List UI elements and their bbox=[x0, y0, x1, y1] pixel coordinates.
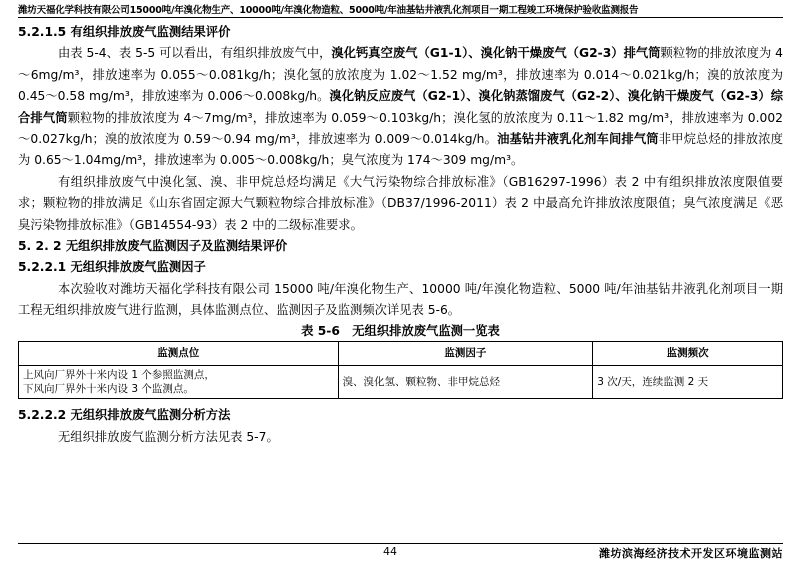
header-rule bbox=[18, 17, 783, 18]
paragraph-segment: 非甲烷总烃的排放浓度为 0.65～1.04mg/m³，排放速率为 0.005～0.008kg/h；臭气浓度为 174～309 mg/m³。 bbox=[18, 132, 783, 168]
point-line-2: 下风向厂界外十米内设 3 个监测点。 bbox=[23, 383, 194, 396]
heading-5-2-2-2: 5.2.2.2 无组织排放废气监测分析方法 bbox=[18, 408, 231, 423]
paragraph-segment: 颗粒物的排放浓度为 4～6mg/m³，排放速率为 0.055～0.081kg/h；溴化氢的放浓度为 1.02～1.52 mg/m³，排放速率为 0.014～0.021kg/h；溴的放浓度为 0.45～0.58 mg/m³，排放速率为 0.006～0.008kg/h。 bbox=[18, 46, 783, 104]
cell-monitoring-point bbox=[19, 366, 339, 399]
paragraph-organized-results bbox=[18, 43, 783, 171]
paragraph-analysis-method: 无组织排放废气监测分析方法见表 5-7。 bbox=[58, 429, 279, 444]
emphasized-source-name: 油基钻井液乳化剂车间排气筒 bbox=[497, 132, 659, 147]
cell-monitoring-frequency: 3 次/天，连续监测 2 天 bbox=[593, 366, 783, 399]
cell-monitoring-factor: 溴、溴化氢、颗粒物、非甲烷总烃 bbox=[338, 366, 593, 399]
paragraph-segment: 颗粒物的排放浓度为 4～7mg/m³，排放速率为 0.059～0.103kg/h；溴化氢的放浓度为 0.11～1.82 mg/m³，排放速率为 0.002～0.027kg/h；溴的放浓度为 0.59～0.94 mg/m³，排放速率为 0.009～0.014kg/h。 bbox=[18, 110, 783, 147]
col-header-factor: 监测因子 bbox=[338, 341, 593, 365]
table-caption: 表 5-6 无组织排放废气监测一览表 bbox=[301, 323, 500, 338]
point-line-1: 上风向厂界外十米内设 1 个参照监测点， bbox=[23, 369, 215, 382]
col-header-frequency: 监测频次 bbox=[593, 341, 783, 365]
emphasized-source-name: 溴化钠反应废气（G2-1）、溴化钠蒸馏废气（G2-2）、溴化钠干燥废气（G2-3）综合排气筒 bbox=[18, 89, 783, 125]
footer-rule bbox=[18, 543, 783, 544]
document-body bbox=[18, 22, 783, 448]
page-number: 44 bbox=[383, 545, 397, 558]
table-row bbox=[19, 366, 783, 399]
monitoring-table bbox=[18, 341, 783, 399]
paragraph-fugitive-monitoring: 本次验收对潍坊天福化学科技有限公司 15000 吨/年溴化物生产、10000 吨/年溴化物造粒、5000 吨/年油基钻井液乳化剂项目一期工程无组织排放废气进行监测，具体监测点位、监测因子及监测频次详见表 5-6。 bbox=[18, 281, 783, 318]
heading-5-2-2: 5. 2. 2 无组织排放废气监测因子及监测结果评价 bbox=[18, 239, 288, 254]
footer-organization: 潍坊滨海经济技术开发区环境监测站 bbox=[599, 547, 783, 560]
page-header: 潍坊天福化学科技有限公司15000吨/年溴化物生产、10000吨/年溴化物造粒、5000吨/年油基钻井液乳化剂项目一期工程竣工环境保护验收监测报告 bbox=[18, 5, 639, 16]
col-header-point: 监测点位 bbox=[19, 341, 339, 365]
heading-5-2-2-1: 5.2.2.1 无组织排放废气监测因子 bbox=[18, 260, 206, 275]
paragraph-organized-standards: 有组织排放废气中溴化氢、溴、非甲烷总烃均满足《大气污染物综合排放标准》（GB16297-1996）表 2 中有组织排放浓度限值要求；颗粒物的排放满足《山东省固定源大气颗粒物综合排放标准》（DB37/1996-2011）表 2 中最高允许排放浓度限值；臭气浓度满足《恶臭污染物排放标准》（GB14554-93）表 2 中的二级标准要求。 bbox=[18, 174, 783, 232]
table-header-row bbox=[19, 341, 783, 365]
heading-5-2-1-5: 5.2.1.5 有组织排放废气监测结果评价 bbox=[18, 25, 231, 39]
paragraph-segment: 由表 5-4、表 5-5 可以看出，有组织排放废气中， bbox=[58, 46, 332, 61]
emphasized-source-name: 溴化钙真空废气（G1-1）、溴化钠干燥废气（G2-3）排气筒 bbox=[331, 46, 661, 61]
